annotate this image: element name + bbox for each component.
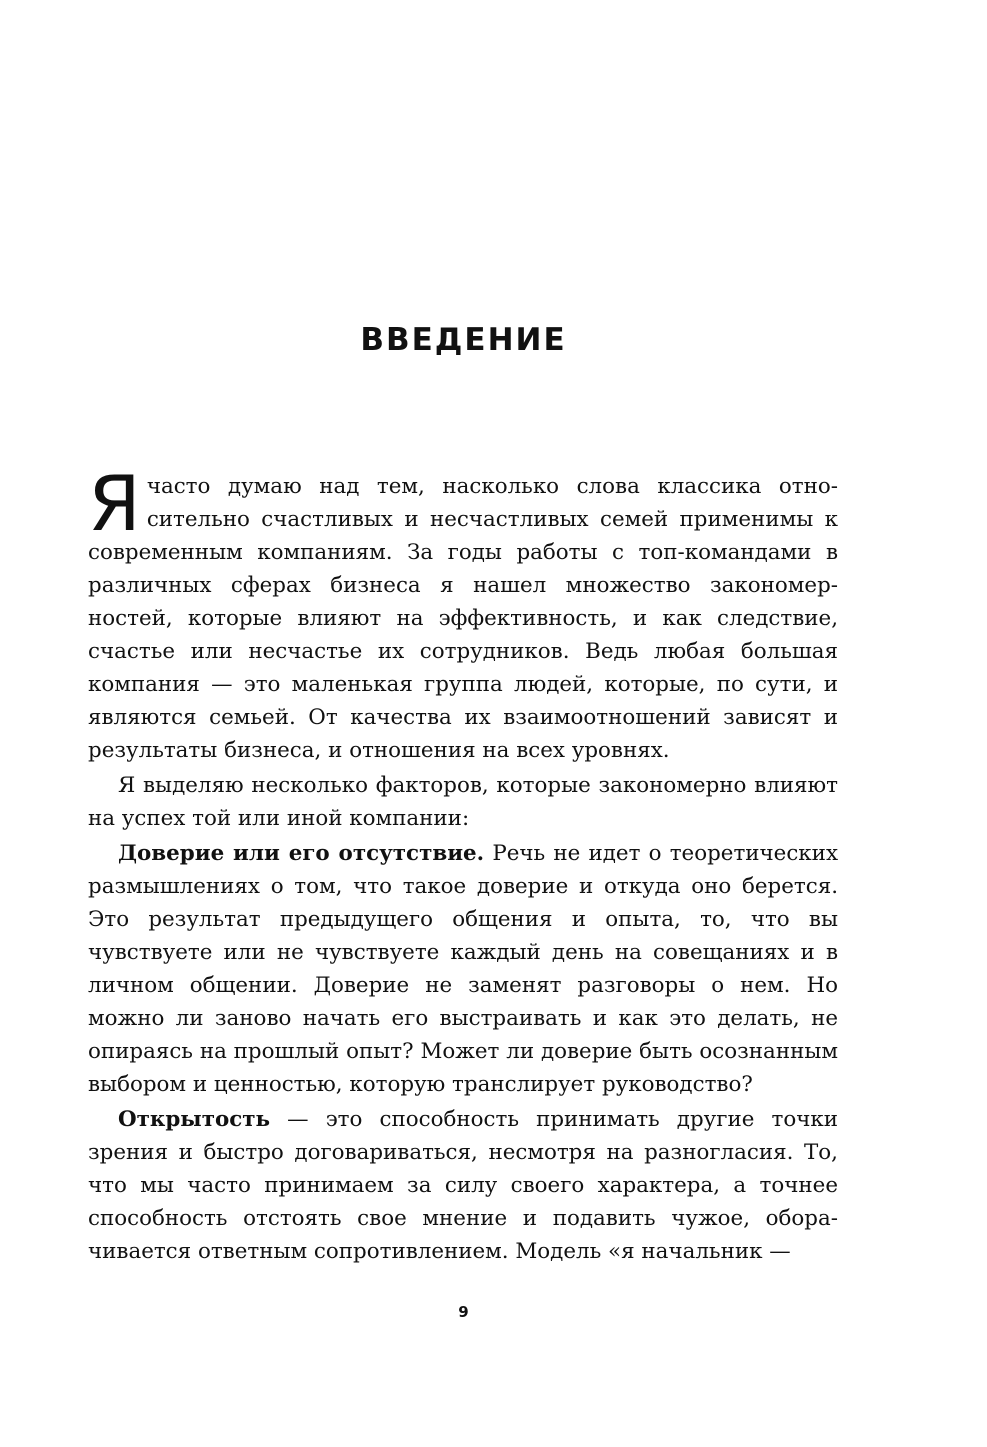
paragraph-lead-term: Доверие или его отсутствие. bbox=[118, 841, 485, 866]
paragraph-text: — это способность принимать другие точки зрения и быстро договариваться, несмотря на разногласия. То, что мы часто принимаем за силу своего характера, а точнее способность отстоять свое мнение и подавить чужое, оборачивается ответным сопротивлением. Модель «я начальник — bbox=[88, 1107, 838, 1264]
body-text bbox=[88, 459, 839, 1270]
paragraph-text: Речь не идет о теоретических размышлениях о том, что такое доверие и откуда оно берется. Это результат предыдущего общения и опыта, то, что вы чувствуете или не чувствуете каждый день на совещаниях и в личном общении. Доверие не заменят разговоры о нем. Но можно ли заново начать его выстраивать и как это делать, не опираясь на прошлый опыт? Может ли доверие быть осознанным выбором и ценностью, которую транслирует руководство? bbox=[88, 841, 839, 1097]
page-number: 9 bbox=[458, 1303, 469, 1321]
paragraph-text: Я выделяю несколько факторов, которые закономерно влияют на успех той или иной компании: bbox=[88, 773, 838, 831]
paragraph-factors-intro bbox=[88, 769, 838, 835]
paragraph-openness bbox=[88, 1103, 838, 1268]
chapter-title: ВВЕДЕНИЕ bbox=[360, 322, 567, 358]
paragraph-lead-term: Открытость bbox=[118, 1107, 271, 1132]
paragraph-trust bbox=[88, 837, 838, 1101]
paragraph-text: часто думаю над тем, насколько слова классика относительно счастливых и несчастливых семей применимы к современным компаниям. За годы работы с топ-командами в различных сферах бизнеса я нашел множество закономерностей, которые влияют на эффективность, и как следствие, счастье или несчастье их сотрудников. Ведь любая большая компания — это маленькая группа людей, которые, по сути, и являются семьей. От качества их взаимоотношений зависят и результаты бизнеса, и отношения на всех уровнях. bbox=[88, 474, 838, 763]
paragraph-intro bbox=[88, 459, 838, 767]
drop-cap: Я bbox=[88, 459, 141, 548]
